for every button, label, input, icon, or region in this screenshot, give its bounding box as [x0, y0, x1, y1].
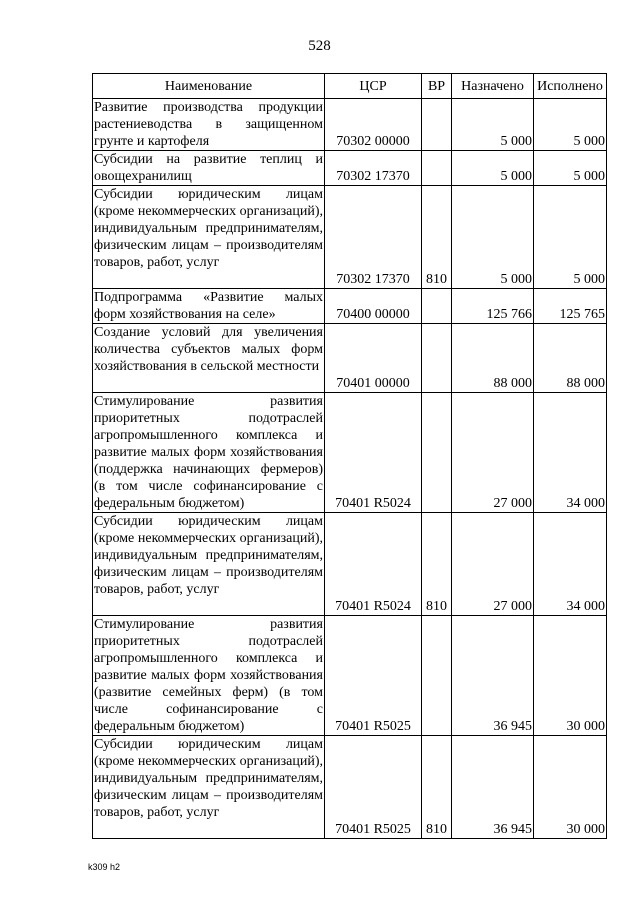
row-csr: 70401 R5025: [325, 616, 422, 736]
row-name: Создание условий для увеличения количества субъектов малых форм хозяйствования в сельской местности: [93, 324, 325, 393]
row-csr: 70401 R5024: [325, 513, 422, 616]
row-name: Субсидии на развитие теплиц и овощехранилищ: [94, 152, 323, 184]
row-assigned: 36 945: [452, 616, 534, 736]
row-assigned: 5 000: [452, 186, 534, 289]
row-vr: [422, 99, 452, 151]
row-assigned: 88 000: [452, 324, 534, 393]
header-vr: ВР: [422, 74, 452, 99]
row-vr: [422, 289, 452, 324]
row-vr: [422, 151, 452, 186]
row-executed: 125 765: [534, 289, 607, 324]
row-vr: [422, 324, 452, 393]
table-row: [93, 324, 607, 393]
row-csr: 70302 17370: [325, 186, 422, 289]
footer-code: k309 h2: [88, 862, 121, 872]
row-assigned: 27 000: [452, 393, 534, 513]
header-csr: ЦСР: [325, 74, 422, 99]
row-csr: 70401 R5025: [325, 736, 422, 839]
row-name: Субсидии юридическим лицам (кроме некоммерческих организаций), индивидуальным предпринимателям, физическим лицам – производителям товаров, работ, услуг: [93, 513, 325, 616]
row-executed: 30 000: [534, 736, 607, 839]
row-name: Субсидии юридическим лицам (кроме некоммерческих организаций), индивидуальным предпринимателям, физическим лицам – производителям товаров, работ, услуг: [93, 736, 325, 839]
row-assigned: 125 766: [452, 289, 534, 324]
row-vr: 810: [422, 736, 452, 839]
table-header-row: [93, 74, 607, 99]
row-executed: 5 000: [534, 151, 607, 186]
row-vr: [422, 616, 452, 736]
row-executed: 5 000: [534, 186, 607, 289]
row-assigned: 5 000: [452, 151, 534, 186]
table-row: [93, 186, 607, 289]
row-executed: 5 000: [534, 99, 607, 151]
row-name: Стимулирование развития приоритетных подотраслей агропромышленного комплекса и развитие малых форм хозяйствования (развитие семейных ферм) (в том числе софинансирование с федеральным бюджетом): [94, 617, 323, 734]
row-executed: 34 000: [534, 393, 607, 513]
row-name: Подпрограмма «Развитие малых форм хозяйствования на селе»: [94, 290, 323, 322]
table-row: [93, 99, 607, 151]
row-csr: 70302 17370: [325, 151, 422, 186]
row-csr: 70302 00000: [325, 99, 422, 151]
row-name: Субсидии юридическим лицам (кроме некоммерческих организаций), индивидуальным предпринимателям, физическим лицам – производителям товаров, работ, услуг: [93, 186, 325, 289]
budget-table: [92, 73, 607, 839]
header-assigned: Назначено: [452, 74, 534, 99]
row-name: Стимулирование развития приоритетных подотраслей агропромышленного комплекса и развитие малых форм хозяйствования (поддержка начинающих фермеров) (в том числе софинансирование с федеральным бюджетом): [94, 394, 323, 511]
row-csr: 70400 00000: [325, 289, 422, 324]
table-row: [93, 289, 607, 324]
header-name: Наименование: [93, 74, 325, 99]
table-row: [93, 151, 607, 186]
table-row: [93, 616, 607, 736]
page-number: 528: [308, 38, 331, 54]
row-name: Развитие производства продукции растениеводства в защищенном грунте и картофеля: [94, 100, 323, 149]
table-row: [93, 513, 607, 616]
table-row: [93, 393, 607, 513]
header-executed: Исполнено: [534, 74, 607, 99]
row-vr: [422, 393, 452, 513]
row-vr: 810: [422, 186, 452, 289]
row-assigned: 5 000: [452, 99, 534, 151]
row-assigned: 27 000: [452, 513, 534, 616]
row-executed: 30 000: [534, 616, 607, 736]
row-vr: 810: [422, 513, 452, 616]
row-executed: 88 000: [534, 324, 607, 393]
row-csr: 70401 00000: [325, 324, 422, 393]
table-row: [93, 736, 607, 839]
row-executed: 34 000: [534, 513, 607, 616]
row-assigned: 36 945: [452, 736, 534, 839]
row-csr: 70401 R5024: [325, 393, 422, 513]
